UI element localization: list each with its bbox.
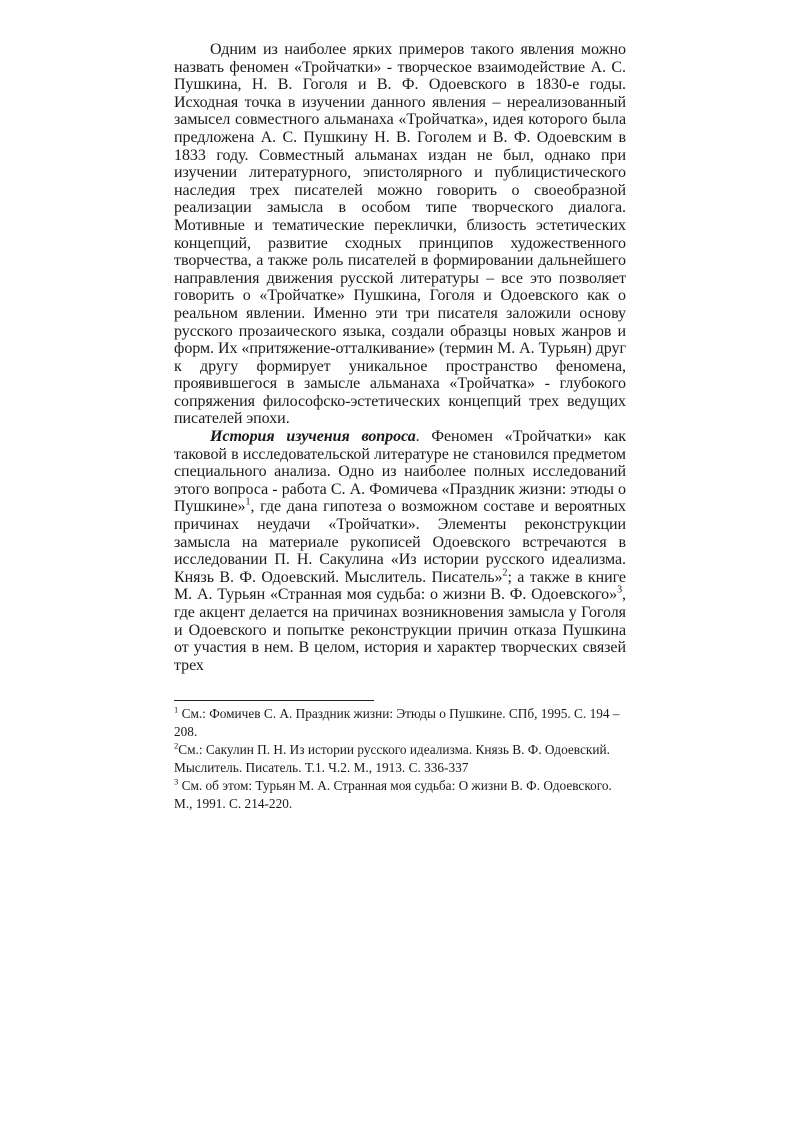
paragraph-1 <box>174 41 626 428</box>
footnote-text: См. об этом: Турьян М. А. Странная моя судьба: О жизни В. Ф. Одоевского. М., 1991. С. 214-220. <box>174 778 612 812</box>
footnote-divider <box>174 700 374 701</box>
footnote-ref-1[interactable]: 1 <box>245 497 251 509</box>
paragraph-2-text-a: . Феномен «Тройчатки» как таковой в исследовательской литературе не становился предметом специального анализа. Одно из наиболее полных исследований этого вопроса - работа С. А. Фомичева «Праздник жизни: этюды о Пушкине» <box>174 428 626 516</box>
paragraph-2-text-b: , где дана гипотеза о возможном составе и вероятных причинах неудачи «Тройчатки». Элементы реконструкции замысла на материале рукописей Одоевского встречаются в исследовании П. Н. Сакулина «Из истории русского идеализма. Князь В. Ф. Одоевский. Мыслитель. Писатель» <box>174 498 626 586</box>
body-text <box>174 41 626 674</box>
footnote-text: См.: Сакулин П. Н. Из истории русского идеализма. Князь В. Ф. Одоевский. Мыслитель. Писатель. Т.1. Ч.2. М., 1913. С. 336-337 <box>174 742 610 776</box>
footnote-ref-2[interactable]: 2 <box>502 567 508 579</box>
paragraph-2-text-d: , где акцент делается на причинах возникновения замысла у Гоголя и Одоевского и попытке реконструкции причин отказа Пушкина от участия в нем. В целом, история и характер творческих связей трех <box>174 586 626 674</box>
document-page <box>174 41 626 813</box>
footnote-number: 3 <box>174 776 179 787</box>
section-heading: История изучения вопроса <box>210 428 416 446</box>
footnotes <box>174 705 626 813</box>
paragraph-1-text: Одним из наиболее ярких примеров такого явления можно назвать феномен «Тройчатки» - творческое взаимодействие А. С. Пушкина, Н. В. Гоголя и В. Ф. Одоевского в 1830-е годы. Исходная точка в изучении данного явления – нереализованный замысел совместного альманаха «Тройчатка», идея которого была предложена А. С. Пушкину Н. В. Гоголем и В. Ф. Одоевским в 1833 году. Совместный альманах издан не был, однако при изучении литературного, эпистолярного и публицистического наследия трех писателей можно говорить о своеобразной реализации замысла в особом типе творческого диалога. Мотивные и тематические переклички, близость эстетических концепций, развитие сходных принципов художественного творчества, а также роль писателей в формировании дальнейшего направления движения русской литературы – все это позволяет говорить о «Тройчатке» Пушкина, Гоголя и Одоевского как о реальном явлении. Именно эти три писателя заложили основу русского прозаического языка, создали образцы новых жанров и форм. Их «притяжение-отталкивание» (термин М. А. Турьян) друг к другу формирует уникальное пространство феномена, проявившегося в замысле альманаха «Тройчатка» - глубокого сопряжения философско-эстетических концепций трех ведущих писателей эпохи. <box>174 41 626 428</box>
footnote-number: 1 <box>174 704 179 715</box>
paragraph-2-text-c: ; а также в книге М. А. Турьян «Странная моя судьба: о жизни В. Ф. Одоевского» <box>174 568 626 604</box>
footnote-text: См.: Фомичев С. А. Праздник жизни: Этюды о Пушкине. СПб, 1995. С. 194 – 208. <box>174 706 620 740</box>
footnote-ref-3[interactable]: 3 <box>617 585 623 597</box>
paragraph-2 <box>174 428 626 674</box>
footnote-3 <box>174 777 626 813</box>
footnote-1 <box>174 705 626 741</box>
footnote-2 <box>174 741 626 777</box>
footnote-number: 2 <box>174 740 179 751</box>
